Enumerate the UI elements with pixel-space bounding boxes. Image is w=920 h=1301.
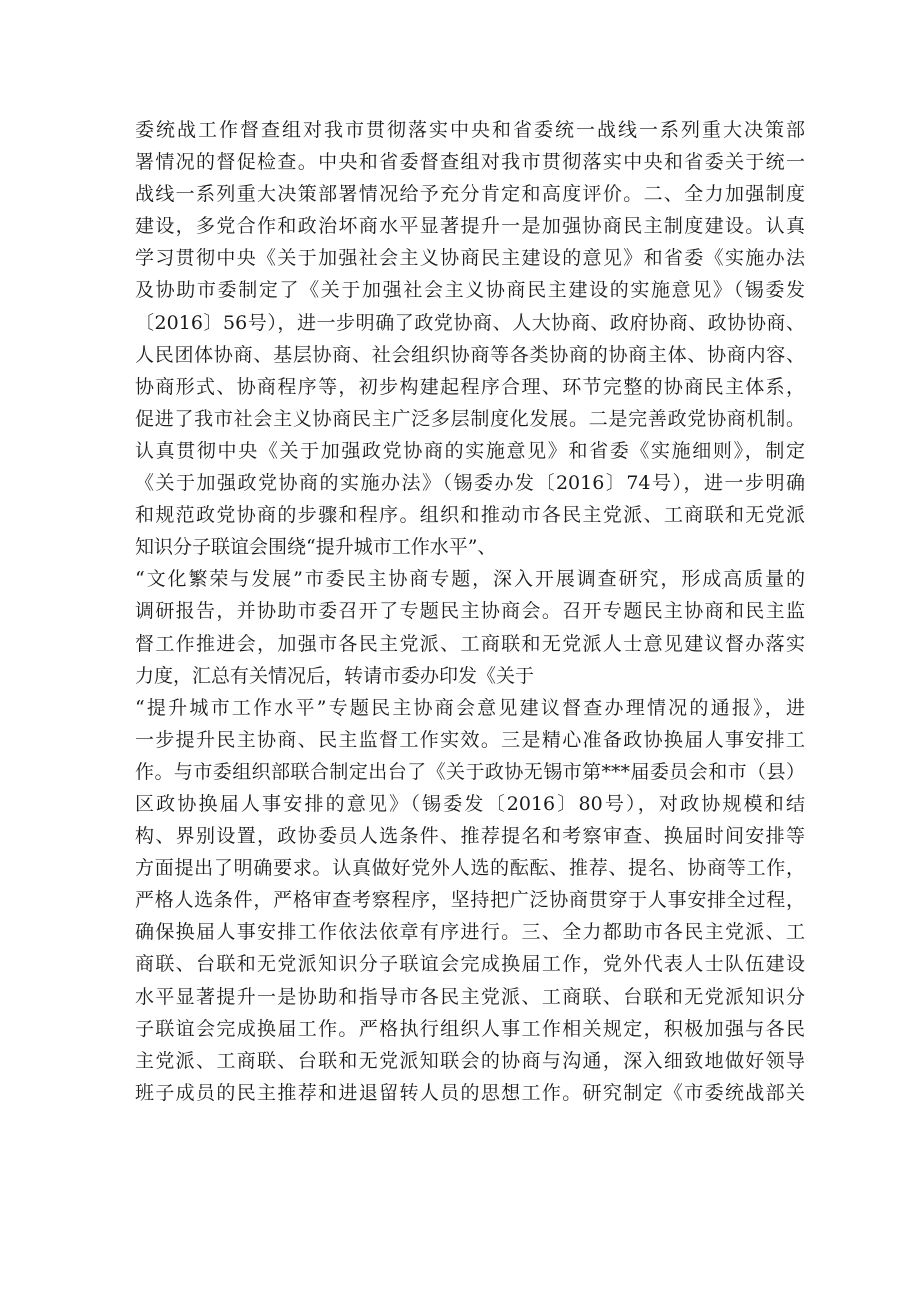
text-line: 调研报告，并协助市委召开了专题民主协商会。召开专题民主协商和民主监 — [135, 600, 805, 623]
text-line: 人民团体协商、基层协商、社会组织协商等各类协商的协商主体、协商内容、 — [135, 343, 805, 366]
text-line: 协商形式、协商程序等，初步构建起程序合理、环节完整的协商民主体系， — [135, 375, 805, 398]
text-line: 及协助市委制定了《关于加强社会主义协商民主建设的实施意见》（锡委发 — [135, 279, 805, 302]
text-line: 确保换届人事安排工作依法依章有序进行。三、全力都助市各民主党派、工 — [135, 921, 805, 944]
text-line: 和规范政党协商的步骤和程序。组织和推动市各民主党派、工商联和无党派 — [135, 504, 805, 527]
text-line: 促进了我市社会主义协商民主广泛多层制度化发展。二是完善政党协商机制。 — [135, 407, 805, 430]
text-line: 一步提升民主协商、民主监督工作实效。三是精心准备政协换届人事安排工 — [135, 728, 805, 751]
text-line: 战线一系列重大决策部署情况给予充分肯定和高度评价。二、全力加强制度 — [135, 183, 805, 206]
text-line: 商联、台联和无党派知识分子联谊会完成换届工作，党外代表人士队伍建设 — [135, 953, 805, 976]
text-line: 督工作推进会，加强市各民主党派、工商联和无党派人士意见建议督办落实 — [135, 632, 805, 655]
text-line: 子联谊会完成换届工作。严格执行组织人事工作相关规定，积极加强与各民 — [135, 1017, 805, 1040]
text-line: 知识分子联谊会围绕“提升城市工作水平”、 — [135, 536, 497, 559]
text-line: 严格人选条件，严格审查考察程序，坚持把广泛协商贯穿于人事安排全过程， — [135, 889, 805, 912]
text-line: 主党派、工商联、台联和无党派知联会的协商与沟通，深入细致地做好领导 — [135, 1049, 805, 1072]
text-line: 认真贯彻中央《关于加强政党协商的实施意见》和省委《实施细则》，制定 — [135, 439, 805, 462]
text-line: 构、界别设置，政协委员人选条件、推荐提名和考察审查、换届时间安排等 — [135, 825, 805, 848]
text-line: 作。与市委组织部联合制定出台了《关于政协无锡市第***届委员会和市（县） — [135, 760, 805, 783]
text-line: 方面提出了明确要求。认真做好党外人选的酝酝、推荐、提名、协商等工作， — [135, 857, 805, 880]
text-line: “提升城市工作水平”专题民主协商会意见建议督查办理情况的通报》，进 — [135, 696, 805, 719]
body-text — [135, 114, 805, 1109]
text-line: 班子成员的民主推荐和进退留转人员的思想工作。研究制定《市委统战部关 — [135, 1081, 805, 1104]
text-line: 署情况的督促检查。中央和省委督查组对我市贯彻落实中央和省委关于统一 — [135, 151, 805, 174]
text-line: 力度，汇总有关情况后，转请市委办印发《关于 — [135, 664, 535, 687]
text-line: 〔2016〕56号），进一步明确了政党协商、人大协商、政府协商、政协协商、 — [135, 311, 805, 334]
text-line: 区政协换届人事安排的意见》（锡委发〔2016〕80号），对政协规模和结 — [135, 792, 805, 815]
text-line: 水平显著提升一是协助和指导市各民主党派、工商联、台联和无党派知识分 — [135, 985, 805, 1008]
text-line: 学习贯彻中央《关于加强社会主义协商民主建设的意见》和省委《实施办法 — [135, 247, 805, 270]
text-line: “文化繁荣与发展”市委民主协商专题，深入开展调查研究，形成高质量的 — [135, 568, 805, 591]
text-line: 委统战工作督查组对我市贯彻落实中央和省委统一战线一系列重大决策部 — [135, 119, 805, 141]
text-line: 建设，多党合作和政治坏商水平显著提升一是加强协商民主制度建设。认真 — [135, 215, 805, 238]
text-line: 《关于加强政党协商的实施办法》（锡委办发〔2016〕74号），进一步明确 — [135, 472, 805, 495]
